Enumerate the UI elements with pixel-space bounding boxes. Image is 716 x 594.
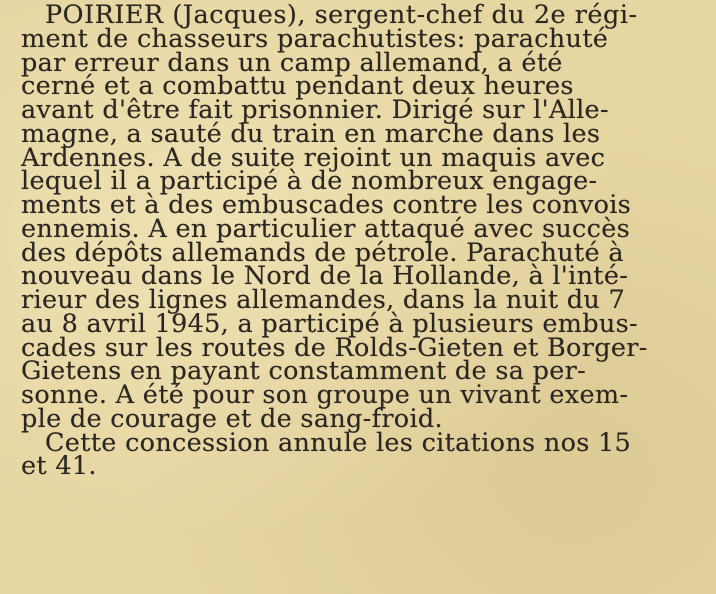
citation-line: au 8 avril 1945, a participé à plusieurs embus- [21, 308, 638, 339]
citation-paragraph [21, 0, 706, 434]
citation-line: des dépôts allemands de pétrole. Parachuté à [21, 237, 624, 268]
citation-line: sonne. A été pour son groupe un vivant exem- [21, 380, 629, 410]
citation-line: par erreur dans un camp allemand, a été [21, 47, 563, 78]
citation-line: cerné et a combattu pendant deux heures [21, 71, 574, 102]
citation-line: ment de chasseurs parachutistes: parachuté [21, 23, 609, 54]
citation-line: magne, a sauté du train en marche dans les [21, 118, 601, 149]
citation-line: ments et à des embuscades contre les convois [21, 190, 632, 220]
citation-line: lequel il a participé à de nombreux engage- [21, 166, 598, 197]
citation-line: ple de courage et de sang-froid. [21, 403, 443, 434]
note-paragraph [21, 427, 706, 482]
citation-line: avant d'être fait prisonnier. Dirigé sur l'Alle- [21, 95, 609, 125]
citation-line: ennemis. A en particulier attaqué avec succès [21, 213, 631, 244]
citation-line: cades sur les routes de Rolds-Gieten et Borger- [21, 332, 648, 363]
citation-line: Ardennes. A de suite rejoint un maquis avec [21, 142, 606, 173]
citation-line: rieur des lignes allemandes, dans la nuit du 7 [21, 285, 626, 315]
citation-line: POIRIER (Jacques), sergent-chef du 2e régi- [45, 0, 638, 30]
citation-line: Gietens en payant constamment de sa per- [21, 356, 587, 387]
citation-line: nouveau dans le Nord de la Hollande, à l'inté- [21, 261, 629, 292]
note-line: Cette concession annule les citations nos 15 [45, 427, 632, 458]
note-line: et 41. [21, 451, 97, 482]
